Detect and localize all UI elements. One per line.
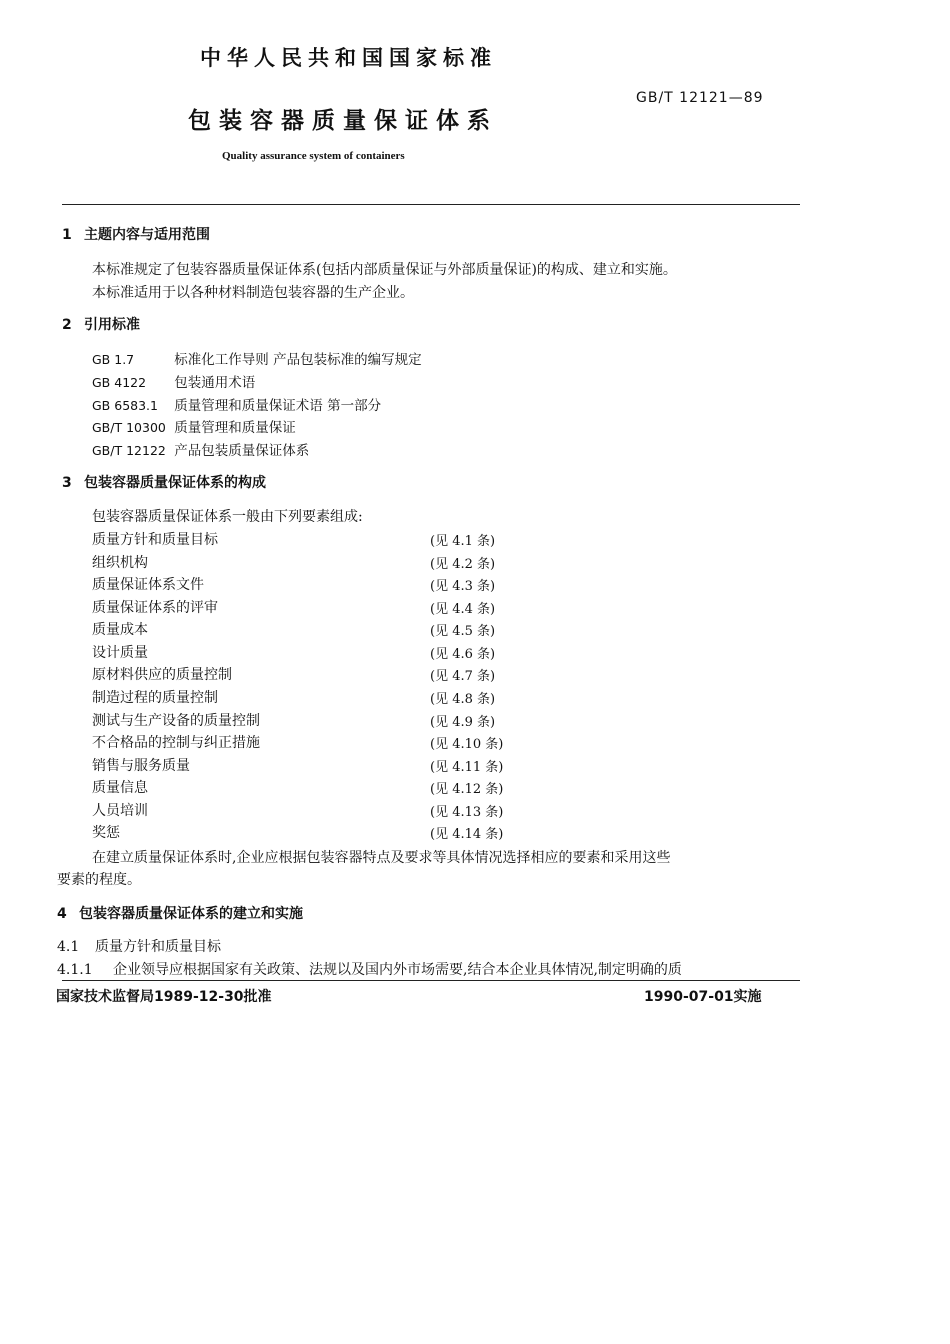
reference-item [92, 348, 422, 368]
section-number: 1 [62, 227, 72, 243]
reference-title: 标准化工作导则 产品包装标准的编写规定 [174, 352, 422, 368]
section-title: 包装容器质量保证体系的建立和实施 [79, 906, 303, 922]
element-reference: (见 4.11 条) [430, 760, 504, 775]
reference-title: 产品包装质量保证体系 [174, 443, 310, 459]
header-divider [62, 204, 800, 205]
element-name: 销售与服务质量 [92, 758, 190, 774]
element-reference: (见 4.8 条) [430, 692, 496, 707]
element-name: 制造过程的质量控制 [92, 690, 218, 706]
element-name: 人员培训 [92, 803, 148, 819]
element-name: 不合格品的控制与纠正措施 [92, 735, 260, 751]
section-title: 主题内容与适用范围 [84, 227, 210, 243]
reference-code: GB/T 10300 [92, 420, 166, 435]
section-title: 引用标准 [84, 317, 140, 333]
element-name: 设计质量 [92, 645, 148, 661]
reference-code: GB 1.7 [92, 352, 135, 367]
reference-item [92, 394, 381, 414]
reference-code: GB 4122 [92, 375, 147, 390]
section-number: 4 [57, 906, 67, 922]
subsection-4-1-heading [57, 936, 221, 956]
element-name: 测试与生产设备的质量控制 [92, 713, 260, 729]
section-1-paragraph-2: 本标准适用于以各种材料制造包装容器的生产企业。 [92, 285, 414, 301]
subsection-title: 质量方针和质量目标 [95, 939, 221, 955]
footer-divider [62, 980, 800, 981]
element-reference: (见 4.10 条) [430, 737, 504, 752]
reference-title: 质量管理和质量保证术语 第一部分 [174, 398, 382, 414]
element-reference: (见 4.13 条) [430, 805, 504, 820]
document-title: 包装容器质量保证体系 [188, 108, 498, 134]
section-3-closing-line-2: 要素的程度。 [57, 872, 141, 888]
reference-code: GB 6583.1 [92, 398, 158, 413]
reference-title: 质量管理和质量保证 [174, 420, 296, 436]
element-reference: (见 4.2 条) [430, 557, 496, 572]
national-standard-header: 中华人民共和国国家标准 [200, 46, 497, 70]
reference-code: GB/T 12122 [92, 443, 166, 458]
element-name: 奖惩 [92, 825, 120, 841]
element-reference: (见 4.5 条) [430, 624, 496, 639]
section-1-paragraph-1: 本标准规定了包装容器质量保证体系(包括内部质量保证与外部质量保证)的构成、建立和实施。 [92, 262, 677, 278]
element-name: 质量方针和质量目标 [92, 532, 218, 548]
subsection-number: 4.1 [57, 939, 80, 955]
implementation-date: 1990-07-01实施 [644, 989, 762, 1005]
document-subtitle: Quality assurance system of containers [222, 150, 405, 162]
reference-item [92, 371, 255, 391]
element-reference: (见 4.4 条) [430, 602, 496, 617]
reference-title: 包装通用术语 [174, 375, 256, 391]
section-3-heading [62, 472, 266, 492]
element-name: 组织机构 [92, 555, 148, 571]
element-reference: (见 4.12 条) [430, 782, 504, 797]
section-3-intro: 包装容器质量保证体系一般由下列要素组成: [92, 509, 363, 525]
approval-statement: 国家技术监督局1989-12-30批准 [56, 989, 272, 1005]
element-name: 原材料供应的质量控制 [92, 667, 232, 683]
element-reference: (见 4.6 条) [430, 647, 496, 662]
clause-number: 4.1.1 [57, 962, 93, 978]
clause-text: 企业领导应根据国家有关政策、法规以及国内外市场需要,结合本企业具体情况,制定明确的质 [113, 962, 682, 978]
section-title: 包装容器质量保证体系的构成 [84, 475, 266, 491]
section-3-closing-line-1: 在建立质量保证体系时,企业应根据包装容器特点及要求等具体情况选择相应的要素和采用这些 [92, 850, 671, 866]
element-reference: (见 4.1 条) [430, 534, 496, 549]
section-1-heading [62, 224, 210, 244]
element-name: 质量保证体系文件 [92, 577, 204, 593]
section-number: 3 [62, 475, 72, 491]
clause-4-1-1 [57, 959, 682, 979]
section-4-heading [57, 903, 303, 923]
element-reference: (见 4.7 条) [430, 669, 496, 684]
element-reference: (见 4.9 条) [430, 715, 496, 730]
reference-item [92, 439, 309, 459]
reference-item [92, 416, 296, 436]
standard-number: GB/T 12121—89 [636, 90, 764, 106]
element-reference: (见 4.3 条) [430, 579, 496, 594]
section-number: 2 [62, 317, 72, 333]
section-2-heading [62, 314, 140, 334]
element-name: 质量信息 [92, 780, 148, 796]
element-name: 质量成本 [92, 622, 148, 638]
element-name: 质量保证体系的评审 [92, 600, 218, 616]
element-reference: (见 4.14 条) [430, 827, 504, 842]
